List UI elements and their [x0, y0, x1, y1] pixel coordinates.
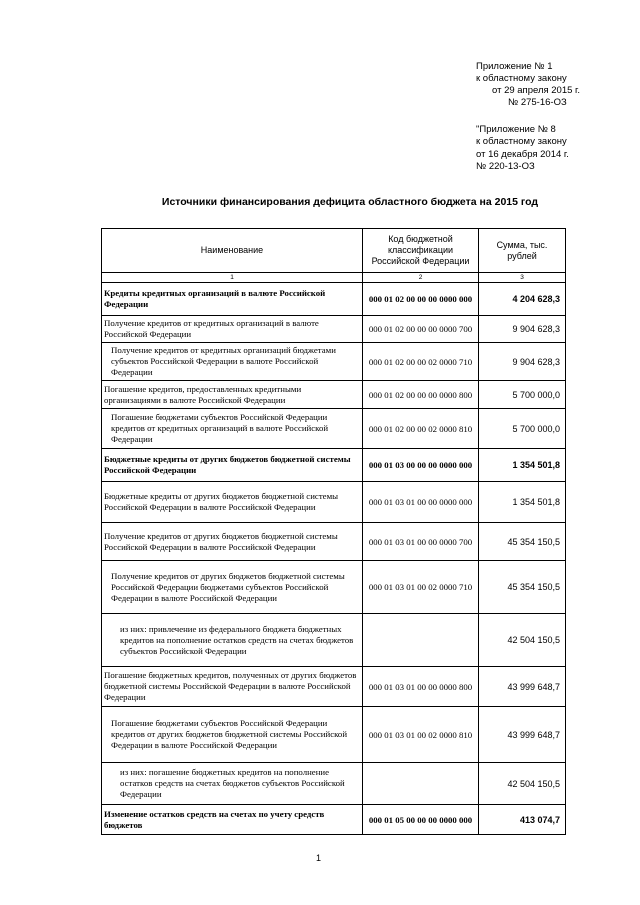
row-name: из них: привлечение из федерального бюджета бюджетных кредитов на пополнение остатков средств на счетах бюджетов субъектов Российской Федерации: [102, 614, 363, 667]
row-code: [363, 614, 479, 667]
row-code: 000 01 02 00 00 00 0000 000: [363, 283, 479, 316]
row-sum: 413 074,7: [479, 805, 566, 835]
row-sum: 4 204 628,3: [479, 283, 566, 316]
col-number-2: 2: [363, 273, 479, 283]
row-code: 000 01 02 00 00 02 0000 710: [363, 343, 479, 381]
table-row: [102, 561, 566, 614]
table-row: [102, 523, 566, 561]
row-name: Бюджетные кредиты от других бюджетов бюджетной системы Российской Федерации в валюте Российской Федерации: [102, 482, 363, 523]
row-code: [363, 763, 479, 805]
row-code: 000 01 02 00 00 02 0000 810: [363, 409, 479, 449]
row-name: Погашение кредитов, предоставленных кредитными организациями в валюте Российской Федерации: [102, 381, 363, 409]
table-row: [102, 343, 566, 381]
appendix-1-line1: Приложение № 1: [476, 61, 553, 72]
appendix-8-line2: к областному закону: [476, 136, 567, 148]
financing-sources-table: [101, 228, 566, 835]
row-code: 000 01 02 00 00 00 0000 800: [363, 381, 479, 409]
row-name: Получение кредитов от других бюджетов бюджетной системы Российской Федерации в валюте Российской Федерации: [102, 523, 363, 561]
row-sum: 5 700 000,0: [479, 409, 566, 449]
row-sum: 45 354 150,5: [479, 523, 566, 561]
table-row: [102, 614, 566, 667]
row-sum: 9 904 628,3: [479, 316, 566, 343]
col-number-3: 3: [479, 273, 566, 283]
appendix-8-line4: № 220-13-ОЗ: [476, 161, 535, 173]
row-code: 000 01 05 00 00 00 0000 000: [363, 805, 479, 835]
row-sum: 42 504 150,5: [479, 763, 566, 805]
row-code: 000 01 03 01 00 00 0000 700: [363, 523, 479, 561]
row-sum: 45 354 150,5: [479, 561, 566, 614]
row-name: Получение кредитов от кредитных организаций в валюте Российской Федерации: [102, 316, 363, 343]
table-row: [102, 667, 566, 707]
appendix-8-line3: от 16 декабря 2014 г.: [476, 148, 569, 160]
row-sum: 43 999 648,7: [479, 707, 566, 763]
appendix-1-note: [476, 61, 580, 109]
row-name: Погашение бюджетных кредитов, полученных от других бюджетов бюджетной системы Российской Федерации в валюте Российской Федерации: [102, 667, 363, 707]
row-sum: 5 700 000,0: [479, 381, 566, 409]
document-title: Источники финансирования дефицита областного бюджета на 2015 год: [161, 196, 539, 208]
row-code: 000 01 03 01 00 02 0000 710: [363, 561, 479, 614]
row-sum: 1 354 501,8: [479, 449, 566, 482]
page-number: 1: [316, 853, 322, 863]
header-sum: Сумма, тыс. рублей: [479, 229, 566, 273]
appendix-1-line2: к областному закону: [476, 73, 567, 84]
row-sum: 43 999 648,7: [479, 667, 566, 707]
table-row: [102, 283, 566, 316]
header-code: Код бюджетной классификации Российской Федерации: [363, 229, 479, 273]
appendix-8-note: [476, 124, 569, 174]
row-name: Погашение бюджетами субъектов Российской Федерации кредитов от кредитных организаций в валюте Российской Федерации: [102, 409, 363, 449]
row-code: 000 01 03 01 00 00 0000 800: [363, 667, 479, 707]
row-sum: 42 504 150,5: [479, 614, 566, 667]
table-row: [102, 707, 566, 763]
appendix-1-line4: № 275-16-ОЗ: [508, 97, 567, 108]
row-name: Изменение остатков средств на счетах по учету средств бюджетов: [102, 805, 363, 835]
col-number-1: 1: [102, 273, 363, 283]
row-code: 000 01 03 01 00 02 0000 810: [363, 707, 479, 763]
table-row: [102, 805, 566, 835]
row-name: из них: погашение бюджетных кредитов на пополнение остатков средств на счетах бюджетов субъектов Российской Федерации: [102, 763, 363, 805]
table-row: [102, 316, 566, 343]
row-code: 000 01 03 01 00 00 0000 000: [363, 482, 479, 523]
table-row: [102, 449, 566, 482]
row-code: 000 01 03 00 00 00 0000 000: [363, 449, 479, 482]
appendix-8-line1: "Приложение № 8: [476, 124, 556, 135]
row-sum: 9 904 628,3: [479, 343, 566, 381]
appendix-1-line3: от 29 апреля 2015 г.: [492, 85, 580, 96]
row-name: Погашение бюджетами субъектов Российской Федерации кредитов от других бюджетов бюджетной системы Российской Федерации в валюте Российской Федерации: [102, 707, 363, 763]
table-row: [102, 482, 566, 523]
row-name: Получение кредитов от кредитных организаций бюджетами субъектов Российской Федерации в валюте Российской Федерации: [102, 343, 363, 381]
row-code: 000 01 02 00 00 00 0000 700: [363, 316, 479, 343]
row-sum: 1 354 501,8: [479, 482, 566, 523]
table-row: [102, 409, 566, 449]
row-name: Бюджетные кредиты от других бюджетов бюджетной системы Российской Федерации: [102, 449, 363, 482]
row-name: Получение кредитов от других бюджетов бюджетной системы Российской Федерации бюджетами субъектов Российской Федерации в валюте Российской Федерации: [102, 561, 363, 614]
table-row: [102, 381, 566, 409]
header-name: Наименование: [102, 229, 363, 273]
row-name: Кредиты кредитных организаций в валюте Российской Федерации: [102, 283, 363, 316]
table-row: [102, 763, 566, 805]
